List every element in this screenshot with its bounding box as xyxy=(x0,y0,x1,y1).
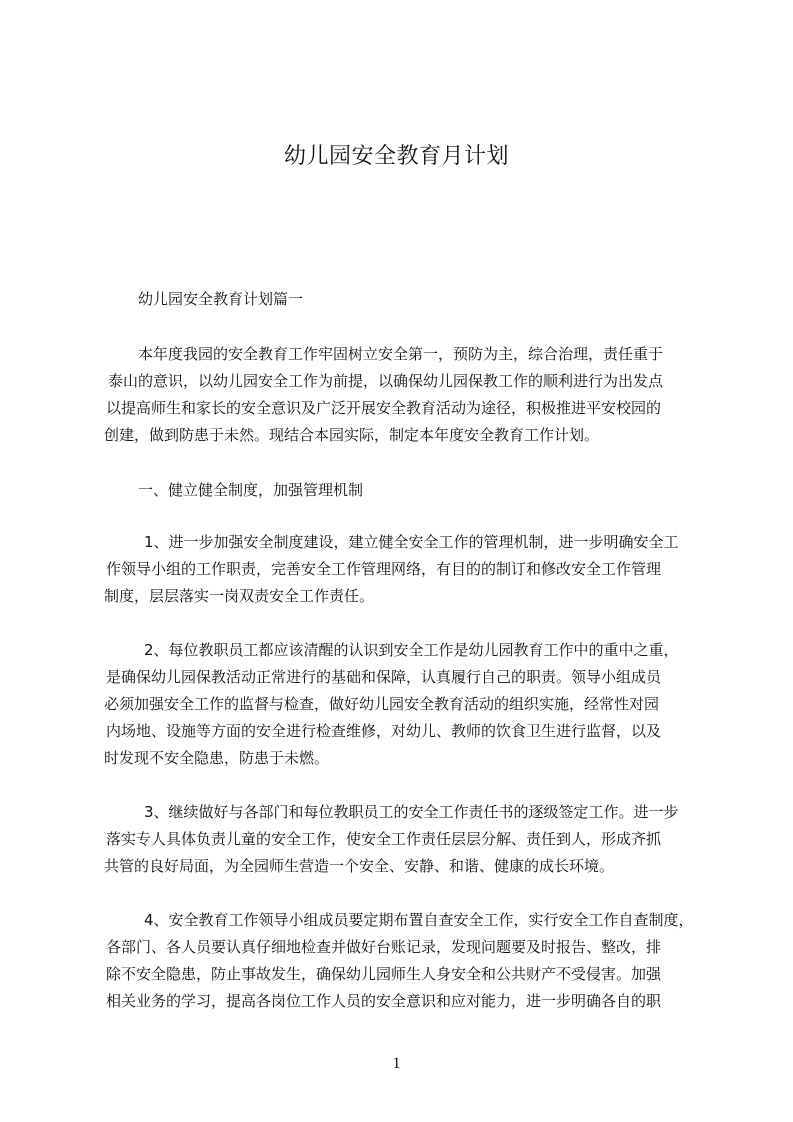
paragraph-line: 1、进一步加强安全制度建设，建立健全安全工作的管理机制，进一步明确安全工 xyxy=(144,533,679,551)
paragraph-line: 4、安全教育工作领导小组成员要定期布置自查安全工作，实行安全工作自查制度， xyxy=(144,911,694,929)
paragraph-line: 落实专人具体负责儿童的安全工作，使安全工作责任层层分解、责任到人，形成齐抓 xyxy=(106,830,662,848)
paragraph-line: 创建，做到防患于未然。现结合本园实际，制定本年度安全教育工作计划。 xyxy=(104,426,600,444)
paragraph-line: 制度，层层落实一岗双责安全工作责任。 xyxy=(104,587,375,605)
paragraph-line: 本年度我园的安全教育工作牢固树立安全第一，预防为主，综合治理，责任重于 xyxy=(138,345,664,363)
paragraph-line: 3、继续做好与各部门和每位教职员工的安全工作责任书的逐级签定工作。进一步 xyxy=(144,803,679,821)
page-title: 幼儿园安全教育月计划 xyxy=(283,144,509,169)
paragraph-line: 相关业务的学习，提高各岗位工作人员的安全意识和应对能力，进一步明确各自的职 xyxy=(106,992,662,1010)
paragraph-line: 时发现不安全隐患，防患于未燃。 xyxy=(104,749,330,767)
paragraph-line: 泰山的意识，以幼儿园安全工作为前提，以确保幼儿园保教工作的顺利进行为出发点 xyxy=(108,372,664,390)
paragraph-line: 2、每位教职员工都应该清醒的认识到安全工作是幼儿园教育工作中的重中之重， xyxy=(144,641,679,659)
section-heading: 一、健立健全制度，加强管理机制 xyxy=(138,481,364,499)
paragraph-line: 共管的良好局面，为全园师生营造一个安全、安静、和谐、健康的成长环境。 xyxy=(104,857,615,875)
subtitle: 幼儿园安全教育计划篇一 xyxy=(138,290,304,308)
paragraph-line: 是确保幼儿园保教活动正常进行的基础和保障，认真履行自己的职责。领导小组成员 xyxy=(106,668,662,686)
paragraph-line: 各部门、各人员要认真仔细地检查并做好台账记录，发现问题要及时报告、整改，排 xyxy=(106,938,662,956)
paragraph-line: 作领导小组的工作职责，完善安全工作管理网络，有目的的制订和修改安全工作管理 xyxy=(106,560,662,578)
paragraph-line: 必须加强安全工作的监督与检查，做好幼儿园安全教育活动的组织实施，经常性对园 xyxy=(104,695,660,713)
paragraph-line: 以提高师生和家长的安全意识及广泛开展安全教育活动为途径，积极推进平安校园的 xyxy=(106,399,662,417)
paragraph-line: 内场地、设施等方面的安全进行检查维修，对幼儿、教师的饮食卫生进行监督，以及 xyxy=(106,722,662,740)
page-number: 1 xyxy=(392,1055,401,1072)
paragraph-line: 除不安全隐患，防止事故发生，确保幼儿园师生人身安全和公共财产不受侵害。加强 xyxy=(106,965,662,983)
